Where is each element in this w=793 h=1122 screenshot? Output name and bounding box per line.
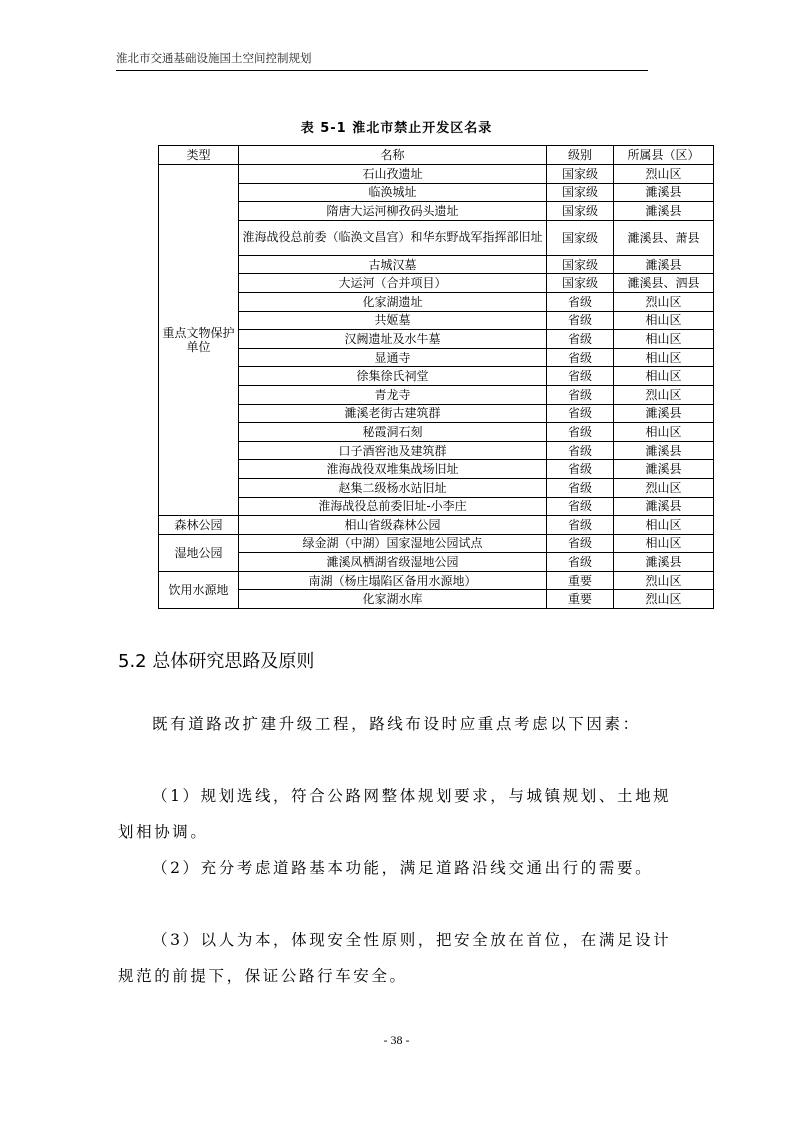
cell-name: 隋唐大运河柳孜码头遗址 bbox=[239, 202, 547, 221]
page-number: - 38 - bbox=[383, 1033, 410, 1047]
cell-county: 濉溪县 bbox=[614, 441, 714, 460]
table-row bbox=[159, 423, 714, 442]
cell-county: 濉溪县 bbox=[614, 202, 714, 221]
cell-level: 国家级 bbox=[547, 165, 614, 184]
cell-county: 烈山区 bbox=[614, 165, 714, 184]
forbidden-zone-table bbox=[158, 145, 714, 609]
cell-county: 烈山区 bbox=[614, 478, 714, 497]
table-row bbox=[159, 255, 714, 274]
cell-type: 重点文物保护单位 bbox=[159, 165, 239, 516]
table-row bbox=[159, 367, 714, 386]
table-row bbox=[159, 311, 714, 330]
cell-name: 临涣城址 bbox=[239, 183, 547, 202]
cell-name: 大运河（合并项目） bbox=[239, 274, 547, 293]
cell-name: 共姬墓 bbox=[239, 311, 547, 330]
table-row bbox=[159, 330, 714, 349]
cell-county: 濉溪县 bbox=[614, 183, 714, 202]
cell-name: 秘霞洞石刻 bbox=[239, 423, 547, 442]
cell-level: 国家级 bbox=[547, 220, 614, 255]
cell-name: 淮海战役总前委旧址-小李庄 bbox=[239, 497, 547, 516]
cell-level: 国家级 bbox=[547, 183, 614, 202]
cell-county: 相山区 bbox=[614, 348, 714, 367]
cell-county: 濉溪县、萧县 bbox=[614, 220, 714, 255]
table-row bbox=[159, 441, 714, 460]
cell-level: 省级 bbox=[547, 385, 614, 404]
table-row bbox=[159, 220, 714, 255]
cell-county: 濉溪县、泗县 bbox=[614, 274, 714, 293]
cell-name: 淮海战役总前委（临涣文昌宫）和华东野战军指挥部旧址 bbox=[239, 220, 547, 255]
cell-level: 省级 bbox=[547, 423, 614, 442]
cell-level: 省级 bbox=[547, 404, 614, 423]
cell-county: 相山区 bbox=[614, 423, 714, 442]
cell-level: 省级 bbox=[547, 516, 614, 535]
paragraph-item-3: （3）以人为本，体现安全性原则，把安全放在首位，在满足设计规范的前提下，保证公路行车安全。 bbox=[118, 931, 672, 985]
cell-name: 濉溪老街古建筑群 bbox=[239, 404, 547, 423]
table-row bbox=[159, 274, 714, 293]
cell-name: 汉阙遗址及水牛墓 bbox=[239, 330, 547, 349]
cell-level: 省级 bbox=[547, 553, 614, 572]
paragraph-item-2: （2）充分考虑道路基本功能，满足道路沿线交通出行的需要。 bbox=[152, 859, 654, 877]
paragraph-intro: 既有道路改扩建升级工程，路线布设时应重点考虑以下因素： bbox=[152, 715, 641, 733]
cell-type: 饮用水源地 bbox=[159, 571, 239, 608]
cell-county: 濉溪县 bbox=[614, 460, 714, 479]
table-row bbox=[159, 553, 714, 572]
header-type: 类型 bbox=[159, 146, 239, 165]
cell-name: 淮海战役双堆集战场旧址 bbox=[239, 460, 547, 479]
cell-level: 国家级 bbox=[547, 274, 614, 293]
table-row bbox=[159, 202, 714, 221]
cell-name: 口子酒窖池及建筑群 bbox=[239, 441, 547, 460]
cell-county: 濉溪县 bbox=[614, 255, 714, 274]
table-row bbox=[159, 460, 714, 479]
cell-type: 森林公园 bbox=[159, 516, 239, 535]
table-row bbox=[159, 348, 714, 367]
cell-county: 相山区 bbox=[614, 330, 714, 349]
cell-county: 濉溪县 bbox=[614, 404, 714, 423]
table-row bbox=[159, 404, 714, 423]
cell-level: 重要 bbox=[547, 590, 614, 609]
cell-type: 湿地公园 bbox=[159, 534, 239, 571]
cell-name: 化家湖遗址 bbox=[239, 292, 547, 311]
cell-county: 濉溪县 bbox=[614, 553, 714, 572]
cell-county: 濉溪县 bbox=[614, 497, 714, 516]
section-title: 5.2 总体研究思路及原则 bbox=[118, 651, 315, 672]
cell-level: 省级 bbox=[547, 367, 614, 386]
header-county: 所属县（区） bbox=[614, 146, 714, 165]
cell-county: 相山区 bbox=[614, 367, 714, 386]
table-row bbox=[159, 478, 714, 497]
header-level: 级别 bbox=[547, 146, 614, 165]
cell-name: 古城汉墓 bbox=[239, 255, 547, 274]
table-row bbox=[159, 183, 714, 202]
cell-level: 省级 bbox=[547, 348, 614, 367]
cell-name: 青龙寺 bbox=[239, 385, 547, 404]
header-rule bbox=[116, 70, 648, 71]
table-row bbox=[159, 590, 714, 609]
cell-level: 省级 bbox=[547, 292, 614, 311]
cell-level: 省级 bbox=[547, 497, 614, 516]
cell-name: 濉溪凤栖湖省级湿地公园 bbox=[239, 553, 547, 572]
table-title: 表 5-1 淮北市禁止开发区名录 bbox=[300, 121, 493, 136]
table-row bbox=[159, 292, 714, 311]
cell-county: 烈山区 bbox=[614, 571, 714, 590]
cell-county: 相山区 bbox=[614, 516, 714, 535]
cell-level: 省级 bbox=[547, 534, 614, 553]
cell-level: 省级 bbox=[547, 460, 614, 479]
paragraph-item-1: （1）规划选线，符合公路网整体规划要求，与城镇规划、土地规划相协调。 bbox=[118, 787, 672, 841]
cell-name: 赵集二级杨水站旧址 bbox=[239, 478, 547, 497]
cell-level: 国家级 bbox=[547, 202, 614, 221]
table-row bbox=[159, 516, 714, 535]
cell-name: 相山省级森林公园 bbox=[239, 516, 547, 535]
cell-name: 化家湖水库 bbox=[239, 590, 547, 609]
cell-county: 烈山区 bbox=[614, 385, 714, 404]
table-row bbox=[159, 385, 714, 404]
cell-level: 省级 bbox=[547, 441, 614, 460]
cell-level: 国家级 bbox=[547, 255, 614, 274]
table-row bbox=[159, 534, 714, 553]
cell-level: 省级 bbox=[547, 330, 614, 349]
cell-name: 绿金湖（中湖）国家湿地公园试点 bbox=[239, 534, 547, 553]
cell-county: 相山区 bbox=[614, 534, 714, 553]
table-body bbox=[159, 165, 714, 609]
running-header: 淮北市交通基础设施国土空间控制规划 bbox=[116, 51, 312, 65]
cell-level: 省级 bbox=[547, 478, 614, 497]
table-row bbox=[159, 571, 714, 590]
header-name: 名称 bbox=[239, 146, 547, 165]
cell-name: 南湖（杨庄塌陷区备用水源地） bbox=[239, 571, 547, 590]
table-header-row bbox=[159, 146, 714, 165]
table-row bbox=[159, 165, 714, 184]
cell-name: 显通寺 bbox=[239, 348, 547, 367]
table-row bbox=[159, 497, 714, 516]
cell-name: 石山孜遗址 bbox=[239, 165, 547, 184]
cell-county: 相山区 bbox=[614, 311, 714, 330]
cell-level: 重要 bbox=[547, 571, 614, 590]
cell-name: 徐集徐氏祠堂 bbox=[239, 367, 547, 386]
cell-county: 烈山区 bbox=[614, 590, 714, 609]
cell-county: 烈山区 bbox=[614, 292, 714, 311]
cell-level: 省级 bbox=[547, 311, 614, 330]
